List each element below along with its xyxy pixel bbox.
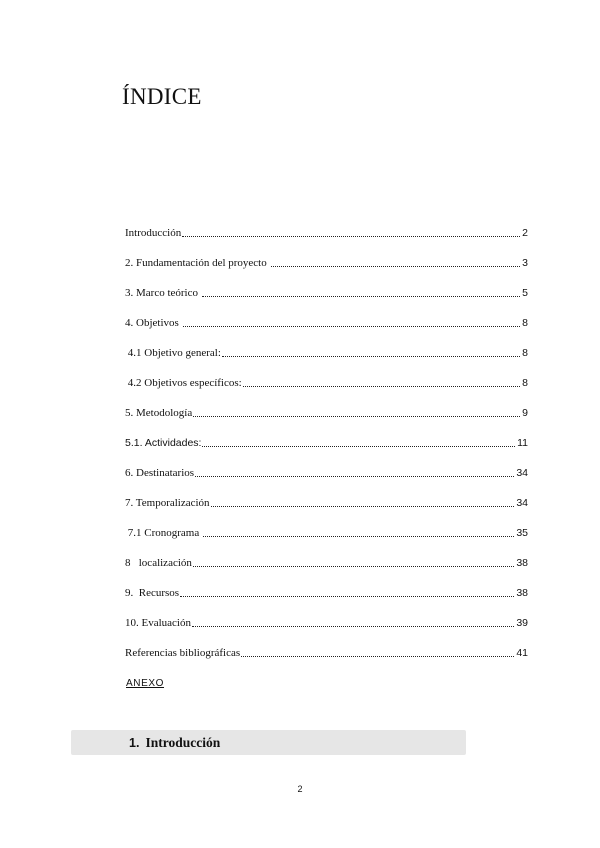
toc-entry-referencias[interactable] bbox=[125, 646, 528, 676]
toc-entry-page: 34 bbox=[516, 497, 528, 509]
toc-dot-leader bbox=[222, 355, 520, 357]
toc-entry-page: 8 bbox=[522, 347, 528, 359]
toc-entry-destinatarios[interactable] bbox=[125, 466, 528, 496]
page-title: ÍNDICE bbox=[122, 84, 202, 109]
toc-dot-leader bbox=[183, 325, 521, 327]
toc-entry-page: 41 bbox=[516, 647, 528, 659]
toc-dot-leader bbox=[203, 535, 514, 537]
toc-entry-evaluacion[interactable] bbox=[125, 616, 528, 646]
section-number: 1. bbox=[129, 736, 140, 750]
toc-dot-leader bbox=[202, 445, 515, 447]
toc-entry-introduccion[interactable] bbox=[125, 226, 528, 256]
toc-entry-page: 8 bbox=[522, 317, 528, 329]
toc-entry-page: 9 bbox=[522, 407, 528, 419]
toc-entry-fundamentacion[interactable] bbox=[125, 256, 528, 286]
toc-entry-objetivo-general[interactable] bbox=[125, 346, 528, 376]
toc-entry-label: Referencias bibliográficas bbox=[125, 647, 241, 659]
toc-entry-label: Introducción bbox=[125, 227, 182, 239]
toc-entry-label: 3. Marco teórico bbox=[125, 287, 201, 299]
toc-entry-label: 9. Recursos bbox=[125, 587, 180, 599]
toc-entry-label: 5. Metodología bbox=[125, 407, 193, 419]
toc-entry-label: 4.2 Objetivos específicos: bbox=[125, 377, 242, 389]
toc-dot-leader bbox=[202, 295, 520, 297]
toc-entry-label: 6. Destinatarios bbox=[125, 467, 195, 479]
toc-entry-page: 39 bbox=[516, 617, 528, 629]
toc-entry-page: 38 bbox=[516, 557, 528, 569]
toc-entry-label: 4. Objetivos bbox=[125, 317, 182, 329]
toc-entry-metodologia[interactable] bbox=[125, 406, 528, 436]
toc-dot-leader bbox=[193, 415, 520, 417]
toc-entry-label: 7.1 Cronograma bbox=[125, 527, 202, 539]
toc-entry-page: 38 bbox=[516, 587, 528, 599]
toc-entry-temporalizacion[interactable] bbox=[125, 496, 528, 526]
toc-entry-page: 5 bbox=[522, 287, 528, 299]
toc-entry-label: 7. Temporalización bbox=[125, 497, 210, 509]
toc-entry-objetivos-especificos[interactable] bbox=[125, 376, 528, 406]
toc-entry-actividades[interactable] bbox=[125, 436, 528, 466]
section-title: Introducción bbox=[145, 735, 221, 750]
toc-dot-leader bbox=[182, 235, 520, 237]
toc-entry-marco-teorico[interactable] bbox=[125, 286, 528, 316]
section-heading bbox=[129, 735, 220, 751]
toc-entry-page: 34 bbox=[516, 467, 528, 479]
toc-entry-page: 35 bbox=[516, 527, 528, 539]
toc-entry-cronograma[interactable] bbox=[125, 526, 528, 556]
toc-entry-label: 2. Fundamentación del proyecto bbox=[125, 257, 270, 269]
toc-entry-label: 8 localización bbox=[125, 557, 192, 569]
toc-entry-page: 11 bbox=[517, 437, 528, 449]
toc-entry-label: 4.1 Objetivo general: bbox=[125, 347, 221, 359]
toc-entry-page: 2 bbox=[522, 227, 528, 239]
section-heading-bar bbox=[71, 730, 466, 755]
annex-link[interactable]: ANEXO bbox=[126, 678, 165, 689]
toc-entry-recursos[interactable] bbox=[125, 586, 528, 616]
toc-dot-leader bbox=[241, 655, 514, 657]
toc-entry-label: 5.1. Actividades: bbox=[125, 437, 202, 449]
toc-dot-leader bbox=[243, 385, 520, 387]
toc-dot-leader bbox=[211, 505, 515, 507]
toc-dot-leader bbox=[193, 565, 514, 567]
toc-entry-page: 3 bbox=[522, 257, 528, 269]
table-of-contents bbox=[125, 226, 528, 676]
toc-entry-objetivos[interactable] bbox=[125, 316, 528, 346]
toc-dot-leader bbox=[195, 475, 514, 477]
toc-dot-leader bbox=[271, 265, 521, 267]
toc-entry-localizacion[interactable] bbox=[125, 556, 528, 586]
page-number: 2 bbox=[297, 784, 303, 794]
toc-entry-page: 8 bbox=[522, 377, 528, 389]
toc-dot-leader bbox=[192, 625, 514, 627]
toc-dot-leader bbox=[180, 595, 514, 597]
toc-entry-label: 10. Evaluación bbox=[125, 617, 191, 629]
